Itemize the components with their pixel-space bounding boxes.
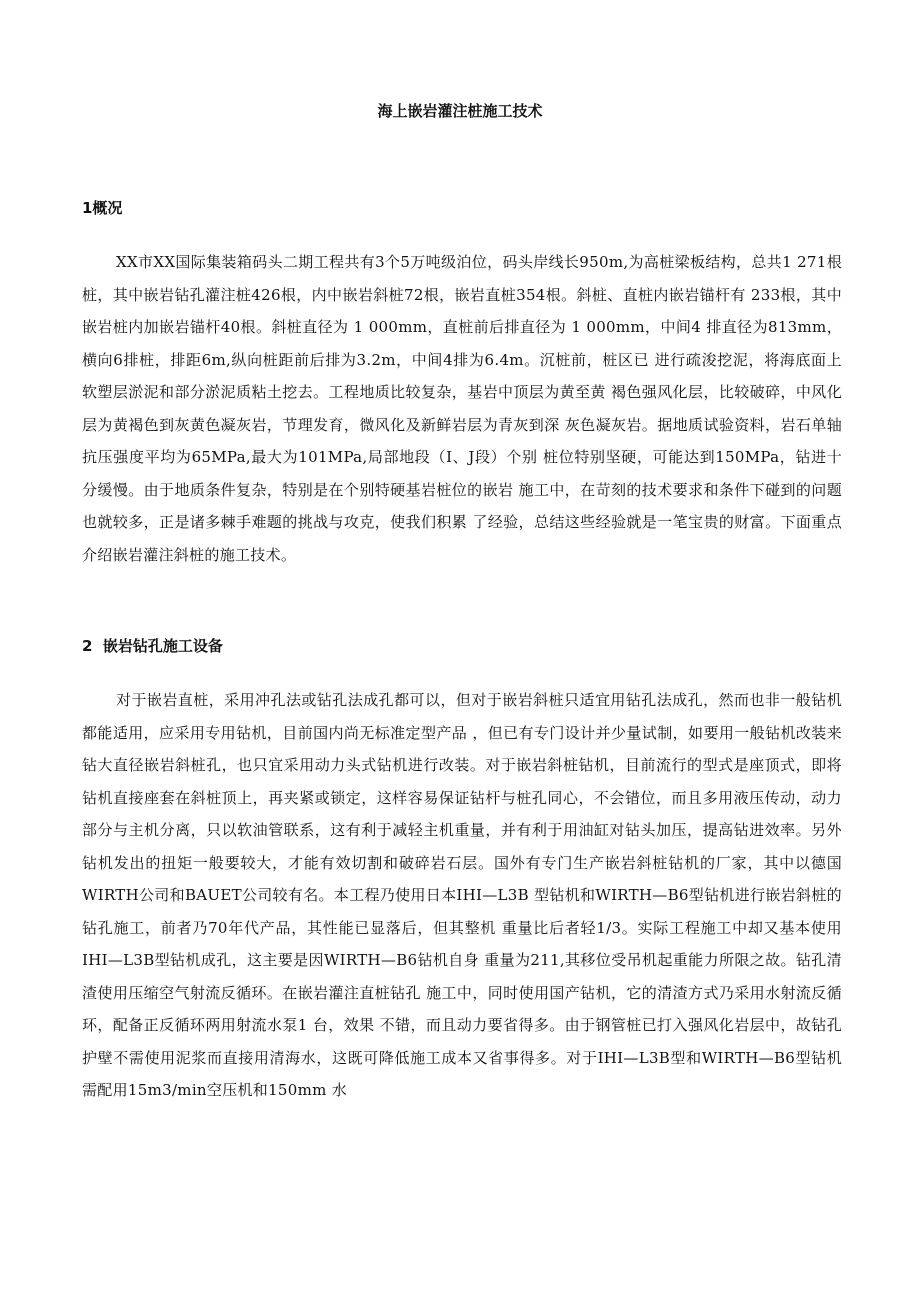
section-heading-drilling-equipment: 2 嵌岩钻孔施工设备 (82, 637, 223, 655)
document-title: 海上嵌岩灌注桩施工技术 (377, 102, 543, 120)
section-paragraph-drilling-equipment: 对于嵌岩直桩，采用冲孔法或钻孔法成孔都可以，但对于嵌岩斜桩只适宜用钻孔法成孔，然而也非一般钻机都能适用，应采用专用钻机，目前国内尚无标准定型产品 ，但已有专门设计并少量试制，如要用一般钻机改装来钻大直径嵌岩斜桩孔，也只宜采用动力头式钻机进行改装。对于嵌岩斜桩钻机，目前流行的型式是座顶式，即将钻机直接座套在斜桩顶上，再夹紧或锁定，这样容易保证钻杆与桩孔同心，不会错位，而且多用液压传动，动力部分与主机分离，只以软油管联系，这有利于减轻主机重量，并有利于用油缸对钻头加压，提高钻进效率。另外钻机发出的扭矩一般要较大，才能有效切割和破碎岩石层。国外有专门生产嵌岩斜桩钻机的厂家，其中以德国WIRTH公司和BAUET公司较有名。本工程乃使用日本IHI—L3B 型钻机和WIRTH—B6型钻机进行嵌岩斜桩的钻孔施工，前者乃70年代产品，其性能已显落后，但其整机 重量比后者轻1/3。实际工程施工中却又基本使用IHI—L3B型钻机成孔，这主要是因WIRTH—B6钻机自身 重量为211,其移位受吊机起重能力所限之故。钻孔清渣使用压缩空气射流反循环。在嵌岩灌注直桩钻孔 施工中，同时使用国产钻机，它的清渣方式乃采用水射流反循环，配备正反循环两用射流水泵1 台，效果 不错，而且动力要省得多。由于钢管桩已打入强风化岩层中，故钻孔护壁不需使用泥浆而直接用清海水，这既可降低施工成本又省事得多。对于IHI—L3B型和WIRTH—B6型钻机需配用15m3/min空压机和150mm 水 (82, 691, 842, 1099)
section-heading-overview: 1概况 (82, 199, 123, 217)
section-paragraph-overview: XX市XX国际集装箱码头二期工程共有3个5万吨级泊位，码头岸线长950m,为高桩梁板结构，总共1 271根桩，其中嵌岩钻孔灌注桩426根，内中嵌岩斜桩72根，嵌岩直桩354根。斜桩、直桩内嵌岩锚杆有 233根，其中嵌岩桩内加嵌岩锚杆40根。斜桩直径为 1 000mm，直桩前后排直径为 1 000mm，中间4 排直径为813mm，横向6排桩，排距6m,纵向桩距前后排为3.2m，中间4排为6.4m。沉桩前，桩区已 进行疏浚挖泥，将海底面上软塑层淤泥和部分淤泥质粘土挖去。工程地质比较复杂，基岩中顶层为黄至黄 褐色强风化层，比较破碎，中风化层为黄褐色到灰黄色凝灰岩，节理发育，微风化及新鲜岩层为青灰到深 灰色凝灰岩。据地质试验资料，岩石单轴抗压强度平均为65MPa,最大为101MPa,局部地段（I、J段）个别 桩位特别坚硬，可能达到150MPa，钻进十分缓慢。由于地质条件复杂，特别是在个别特硬基岩桩位的嵌岩 施工中，在苛刻的技术要求和条件下碰到的问题也就较多，正是诸多棘手难题的挑战与攻克，使我们积累 了经验，总结这些经验就是一笔宝贵的财富。下面重点介绍嵌岩灌注斜桩的施工技术。 (82, 253, 842, 564)
